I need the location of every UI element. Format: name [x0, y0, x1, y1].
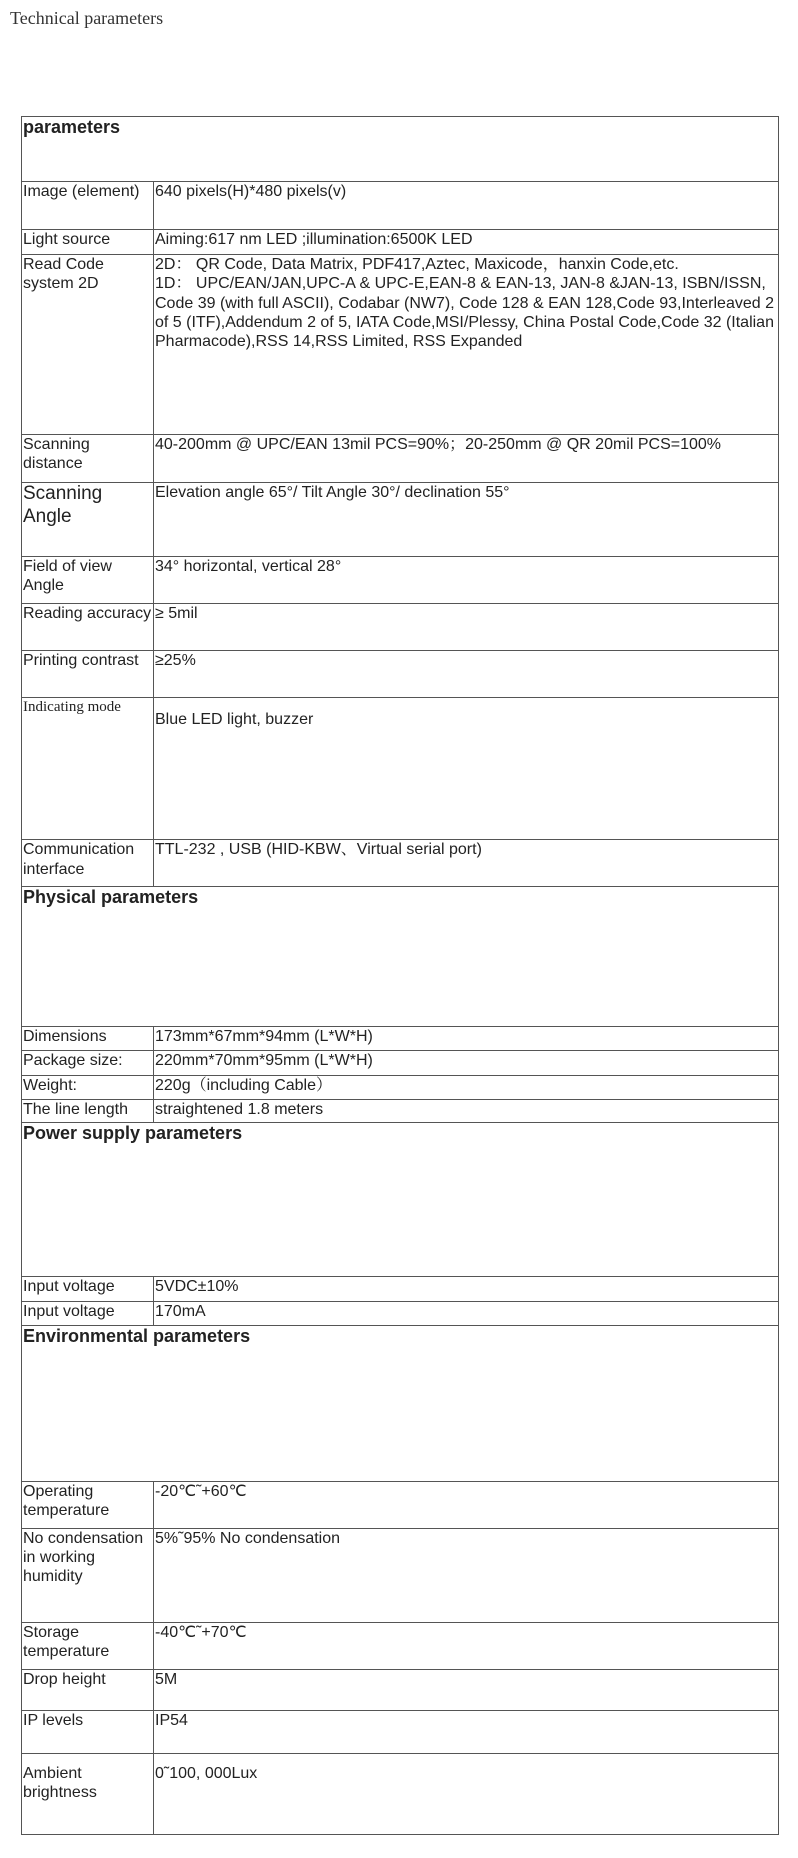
table-row: [22, 1753, 779, 1834]
row-value: 5VDC±10%: [154, 1277, 779, 1302]
table-row: [22, 1100, 779, 1123]
read-code-2d: 2D： QR Code, Data Matrix, PDF417,Aztec, Maxicode，hanxin Code,etc.: [155, 256, 679, 274]
row-value: ≥ 5mil: [154, 604, 779, 651]
section-row: [22, 1326, 779, 1482]
row-label: Dimensions: [22, 1026, 154, 1051]
read-code-1d: 1D： UPC/EAN/JAN,UPC-A & UPC-E,EAN-8 & EAN-13, JAN-8 &JAN-13, ISBN/ISSN, Code 39 (with full ASCII), Codabar (NW7), Code 128 & EAN 128,Code 93,Interleaved 2 of 5 (ITF),Addendum 2 of 5, IATA Code,MSI/Plessy, China Postal Code,Code 32 (Italian Pharmacode),RSS 14,RSS Limited, RSS Expanded: [155, 275, 774, 350]
row-value: 220g（including Cable）: [154, 1075, 779, 1100]
table-row: [22, 840, 779, 887]
table-row: [22, 1075, 779, 1100]
section-row: [22, 887, 779, 1026]
page-title: Technical parameters: [10, 8, 164, 28]
row-value: 170mA: [154, 1301, 779, 1326]
row-value: -40℃˜+70℃: [154, 1623, 779, 1670]
row-value: 220mm*70mm*95mm (L*W*H): [154, 1051, 779, 1076]
section-heading-physical: Physical parameters: [22, 887, 779, 1026]
row-label: Drop height: [22, 1670, 154, 1711]
section-heading-environmental: Environmental parameters: [22, 1326, 779, 1482]
table-row: [22, 698, 779, 840]
table-row: [22, 1301, 779, 1326]
table-row: [22, 1481, 779, 1528]
table-row: [22, 435, 779, 483]
row-value: Elevation angle 65°/ Tilt Angle 30°/ declination 55°: [154, 483, 779, 557]
row-label: No condensation in working humidity: [22, 1528, 154, 1622]
row-label: Scanning Angle: [22, 483, 154, 557]
row-value: TTL-232 , USB (HID-KBW、Virtual serial port): [154, 840, 779, 887]
row-label: Input voltage: [22, 1301, 154, 1326]
table-row: [22, 1277, 779, 1302]
row-label: Operating temperature: [22, 1481, 154, 1528]
row-value: 34° horizontal, vertical 28°: [154, 556, 779, 603]
table-row: [22, 604, 779, 651]
row-value: straightened 1.8 meters: [154, 1100, 779, 1123]
table-row: [22, 229, 779, 255]
row-value: 0˜100, 000Lux: [154, 1753, 779, 1834]
row-label: Image (element): [22, 182, 154, 229]
row-label: Input voltage: [22, 1277, 154, 1302]
row-value: 40-200mm @ UPC/EAN 13mil PCS=90%；20-250mm @ QR 20mil PCS=100%: [154, 435, 779, 483]
table-row: [22, 483, 779, 557]
row-value: IP54: [154, 1711, 779, 1754]
table-row: [22, 1623, 779, 1670]
row-label: Read Code system 2D: [22, 255, 154, 435]
table-row: [22, 255, 779, 435]
table-row: [22, 1670, 779, 1711]
row-label: Reading accuracy: [22, 604, 154, 651]
row-label: Scanning distance: [22, 435, 154, 483]
row-value: ≥25%: [154, 651, 779, 698]
table-row: [22, 182, 779, 229]
row-value: Aiming:617 nm LED ;illumination:6500K LED: [154, 229, 779, 255]
row-label: Package size:: [22, 1051, 154, 1076]
row-label: The line length: [22, 1100, 154, 1123]
table-row: [22, 1528, 779, 1622]
row-value: 173mm*67mm*94mm (L*W*H): [154, 1026, 779, 1051]
row-label: Field of view Angle: [22, 556, 154, 603]
table-row: [22, 1711, 779, 1754]
row-label: Ambient brightness: [22, 1753, 154, 1834]
row-value: 640 pixels(H)*480 pixels(v): [154, 182, 779, 229]
section-row: [22, 1122, 779, 1277]
table-row: [22, 1026, 779, 1051]
table-row: [22, 556, 779, 603]
row-value: -20℃˜+60℃: [154, 1481, 779, 1528]
row-label: IP levels: [22, 1711, 154, 1754]
table-row: [22, 651, 779, 698]
row-value: [154, 255, 779, 435]
row-label: Printing contrast: [22, 651, 154, 698]
row-label: Indicating mode: [22, 698, 154, 840]
row-label: Communication interface: [22, 840, 154, 887]
section-heading-parameters: parameters: [22, 117, 779, 182]
section-heading-power: Power supply parameters: [22, 1122, 779, 1277]
row-label: Weight:: [22, 1075, 154, 1100]
table-row: [22, 1051, 779, 1076]
row-value: 5%˜95% No condensation: [154, 1528, 779, 1622]
row-label: Storage temperature: [22, 1623, 154, 1670]
row-label: Light source: [22, 229, 154, 255]
row-value: Blue LED light, buzzer: [154, 698, 779, 840]
row-value: 5M: [154, 1670, 779, 1711]
section-row: [22, 117, 779, 182]
spec-table: [21, 116, 779, 1835]
